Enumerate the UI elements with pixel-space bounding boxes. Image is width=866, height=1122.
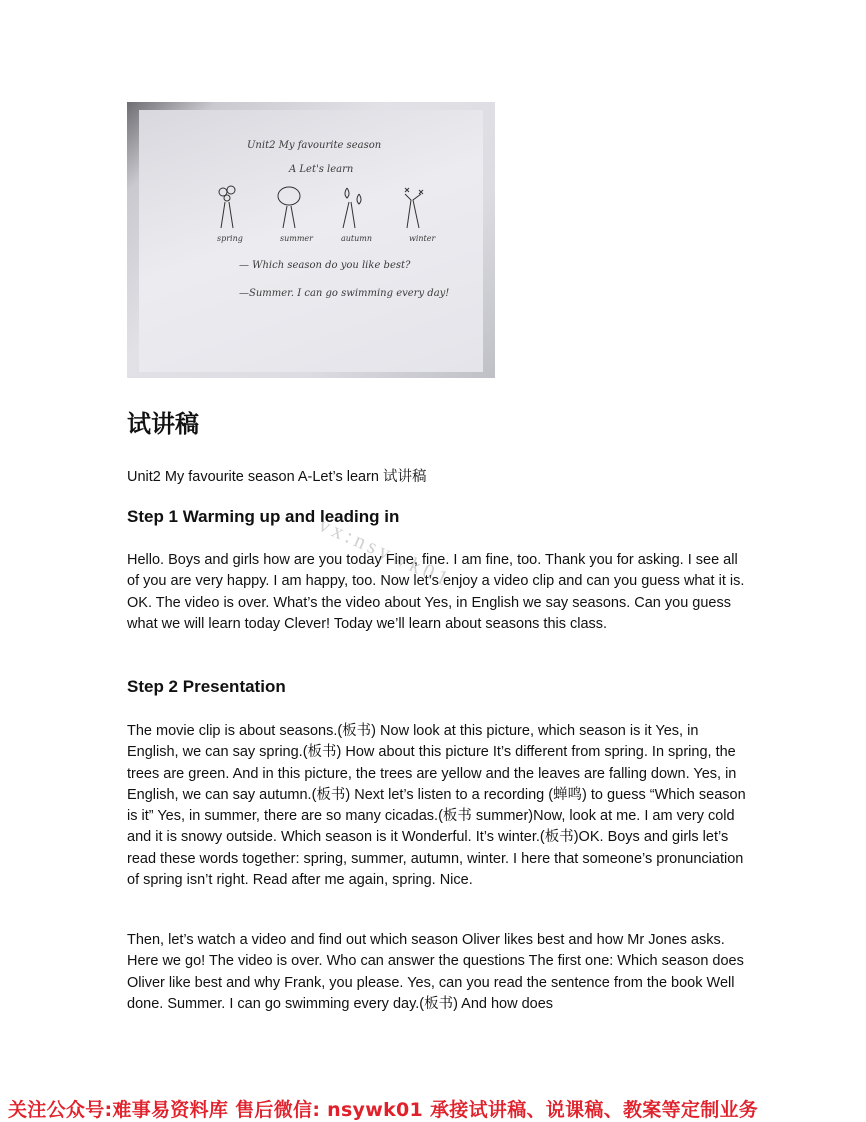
season-label-autumn: autumn (341, 234, 373, 243)
season-label-summer: summer (280, 234, 313, 243)
handwritten-board-photo (127, 102, 495, 378)
photo-subtitle: A Let's learn (289, 164, 354, 175)
autumn-tree-drawing (343, 188, 361, 228)
spring-tree-drawing (219, 186, 235, 228)
step-1-paragraph: Hello. Boys and girls how are you today Fine, fine. I am fine, too. Thank you for asking. I see all of you are very happy. I am happy, too. Now let’s enjoy a video clip and can you guess what it is. OK. The video is over. What’s the video about Yes, in English we say seasons. Can you guess what we will learn today Clever! Today we’ll learn about seasons this class. (127, 552, 745, 632)
photo-answer: —Summer. I can go swimming every day! (239, 288, 450, 299)
season-label-winter: winter (409, 234, 436, 243)
summer-tree-drawing (278, 187, 300, 228)
season-label-spring: spring (217, 234, 243, 243)
document-subtitle: Unit2 My favourite season A-Let’s learn 试讲稿 (127, 469, 427, 485)
photo-question: — Which season do you like best? (239, 260, 411, 271)
step-2-paragraph-2: Then, let’s watch a video and find out which season Oliver likes best and how Mr Jones asks. Here we go! The video is over. Who can answer the questions The first one: Which season does Oliver like best and why Frank, you please. Yes, can you read the sentence from the book Well done. Summer. I can go swimming every day.(板书) And how does (127, 932, 744, 1012)
paper-sheet (139, 110, 483, 372)
winter-tree-drawing (405, 188, 423, 228)
footer-banner: 关注公众号:难事易资料库 售后微信: nsywk01 承接试讲稿、说课稿、教案等定制业务 (8, 1099, 759, 1121)
step-2-paragraph-1: The movie clip is about seasons.(板书) Now look at this picture, which season is it Yes, in English, we can say spring.(板书) How about this picture It’s different from spring. In spring, the trees are green. And in this picture, the trees are yellow and the leaves are falling down. Yes, in English, we can say autumn.(板书) Next let’s listen to a recording (蝉鸣) to guess “Which season is it” Yes, in summer, there are so many cicadas.(板书 summer)Now, look at me. I am very cold and it is snowy outside. Which season is it Wonderful. It’s winter.(板书)OK. Boys and girls let’s read these words together: spring, summer, autumn, winter. I here that someone’s pronunciation of spring isn’t right. Read after me again, spring. Nice. (127, 723, 746, 889)
watermark: vx:nsywk01 (315, 512, 456, 592)
step-2-title: Step 2 Presentation (127, 677, 286, 696)
step-1-title: Step 1 Warming up and leading in (127, 507, 400, 526)
photo-title: Unit2 My favourite season (247, 140, 382, 151)
document-heading: 试讲稿 (127, 410, 199, 438)
tree-drawings (209, 184, 449, 232)
